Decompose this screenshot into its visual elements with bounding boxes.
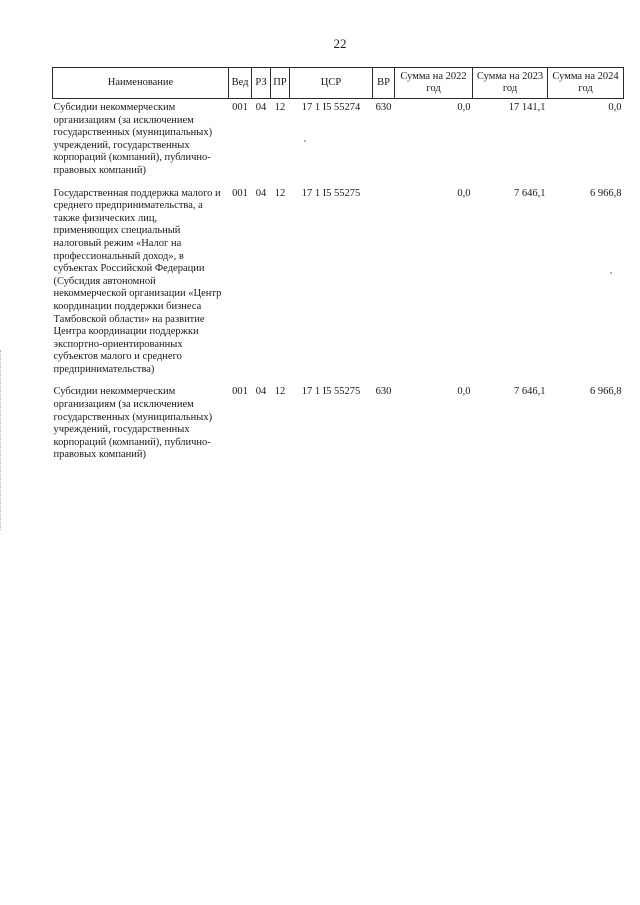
row-name: Государственная поддержка малого и среднего предпринимательства, а также физических лиц, применяющих специальный налоговый режим «Налог на профессиональный доход», в субъектах Российской Федерации (Субсидия автономной некоммерческой организации «Центр координации поддержки бизнеса Тамбовской области» на развитие Центра координации поддержки экспортно-ориентированных субъектов малого и среднего предпринимательства): [53, 187, 222, 375]
row-gap: [53, 376, 624, 386]
table-header-row: [53, 68, 624, 99]
table-row: [53, 99, 624, 178]
row-sum-2024: 6 966,8: [590, 187, 622, 199]
header-sum-2022: Сумма на 2022 год: [395, 68, 473, 99]
header-csr: ЦСР: [290, 68, 373, 99]
row-sum-2022: 0,0: [457, 187, 471, 199]
row-gap: [53, 178, 624, 188]
row-pr: 12: [274, 386, 286, 398]
row-sum-2024: 0,0: [608, 102, 622, 113]
row-csr: 17 1 I5 55275: [301, 386, 361, 398]
row-ved: 001: [232, 102, 248, 113]
row-sum-2022: 0,0: [457, 102, 471, 113]
row-pr: 12: [274, 102, 286, 113]
header-name: Наименование: [53, 68, 229, 99]
row-rz: 04: [255, 386, 267, 398]
row-pr: 12: [274, 187, 286, 199]
row-name: Субсидии некоммерческим организациям (за исключением государственных (муниципальных) учреждений, государственных корпораций (компаний), публично-правовых компаний): [53, 386, 213, 461]
header-sum-2023: Сумма на 2023 год: [473, 68, 548, 99]
row-sum-2023: 7 646,1: [514, 386, 546, 398]
page-number: 22: [333, 36, 347, 51]
row-rz: 04: [255, 187, 267, 199]
scan-speck: [610, 272, 612, 274]
row-sum-2023: 7 646,1: [514, 187, 546, 199]
budget-table: [52, 67, 624, 462]
table-row: [53, 386, 624, 462]
scan-speck: [304, 140, 306, 142]
row-rz: 04: [255, 102, 267, 113]
row-vr: 630: [375, 102, 392, 113]
row-sum-2023: 17 141,1: [508, 102, 546, 113]
row-vr: [373, 188, 395, 377]
header-rz: РЗ: [252, 68, 271, 99]
row-sum-2022: 0,0: [457, 386, 471, 398]
row-vr: 630: [375, 386, 392, 398]
header-ved: Вед: [229, 68, 252, 99]
header-pr: ПР: [271, 68, 290, 99]
row-csr: 17 1 I5 55274: [301, 102, 361, 113]
row-name: Субсидии некоммерческим организациям (за исключением государственных (муниципальных) учреждений, государственных корпораций (компаний), публично-правовых компаний): [53, 102, 213, 176]
header-sum-2024: Сумма на 2024 год: [548, 68, 624, 99]
table-row: [53, 188, 624, 377]
scan-edge-marks: [0, 350, 4, 530]
row-sum-2024: 6 966,8: [590, 386, 622, 398]
row-ved: 001: [232, 187, 248, 199]
row-csr: 17 1 I5 55275: [301, 187, 361, 199]
header-vr: ВР: [373, 68, 395, 99]
row-ved: 001: [232, 386, 248, 398]
